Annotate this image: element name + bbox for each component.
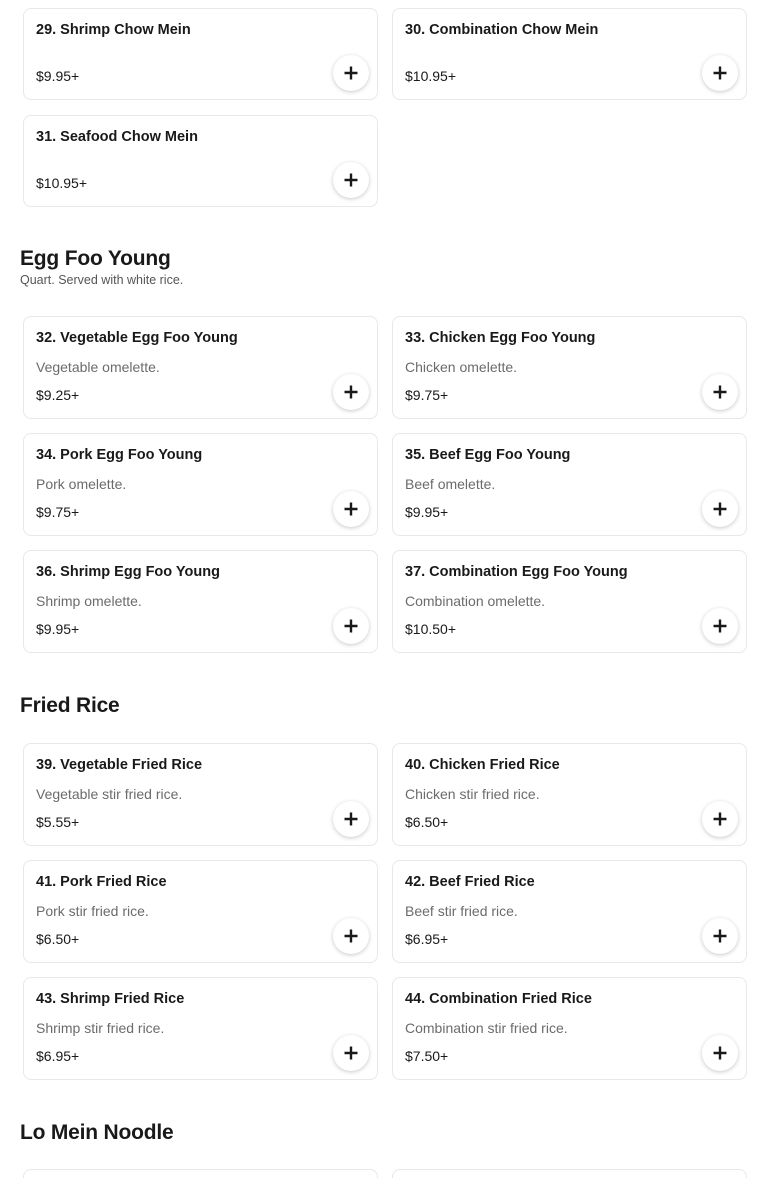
item-description: Vegetable stir fried rice. xyxy=(36,786,183,802)
plus-icon xyxy=(344,173,358,187)
item-description: Pork omelette. xyxy=(36,476,127,492)
add-item-button[interactable] xyxy=(333,801,369,837)
section-subtitle: Quart. Served with white rice. xyxy=(20,273,184,287)
item-description: Shrimp omelette. xyxy=(36,593,142,609)
item-name: 42. Beef Fried Rice xyxy=(405,874,535,890)
plus-icon xyxy=(344,619,358,633)
menu-item-card[interactable] xyxy=(392,860,747,963)
menu-item-card[interactable] xyxy=(392,743,747,846)
item-price: $6.50+ xyxy=(36,931,80,947)
fried-rice-items xyxy=(23,743,747,1080)
item-name: 36. Shrimp Egg Foo Young xyxy=(36,564,220,580)
section-title: Lo Mein Noodle xyxy=(20,1121,174,1144)
item-description: Combination omelette. xyxy=(405,593,546,609)
item-description: Shrimp stir fried rice. xyxy=(36,1020,165,1036)
item-description: Chicken omelette. xyxy=(405,359,518,375)
item-description: Beef stir fried rice. xyxy=(405,903,518,919)
item-name: 33. Chicken Egg Foo Young xyxy=(405,330,596,346)
menu-item-card[interactable] xyxy=(23,550,378,653)
item-name: 32. Vegetable Egg Foo Young xyxy=(36,330,238,346)
menu-item-card[interactable] xyxy=(23,433,378,536)
menu-item-card[interactable] xyxy=(392,316,747,419)
add-item-button[interactable] xyxy=(333,918,369,954)
item-description: Beef omelette. xyxy=(405,476,496,492)
item-price: $9.75+ xyxy=(36,504,80,520)
item-price: $9.95+ xyxy=(405,504,449,520)
chow-mein-items xyxy=(23,8,747,207)
item-name: 40. Chicken Fried Rice xyxy=(405,757,560,773)
item-price: $6.95+ xyxy=(36,1048,80,1064)
plus-icon xyxy=(344,929,358,943)
add-item-button[interactable] xyxy=(333,1035,369,1071)
item-name: 35. Beef Egg Foo Young xyxy=(405,447,571,463)
plus-icon xyxy=(713,502,727,516)
item-price: $9.95+ xyxy=(36,68,80,84)
plus-icon xyxy=(713,385,727,399)
lo-mein-items xyxy=(23,1169,747,1178)
item-description: Vegetable omelette. xyxy=(36,359,160,375)
plus-icon xyxy=(713,66,727,80)
add-item-button[interactable] xyxy=(702,608,738,644)
menu-item-card[interactable] xyxy=(23,860,378,963)
plus-icon xyxy=(344,1046,358,1060)
add-item-button[interactable] xyxy=(702,374,738,410)
item-price: $10.95+ xyxy=(405,68,456,84)
menu-item-card[interactable] xyxy=(392,433,747,536)
item-name: 29. Shrimp Chow Mein xyxy=(36,22,191,38)
plus-icon xyxy=(344,812,358,826)
menu-item-card[interactable] xyxy=(392,1169,747,1178)
item-price: $10.95+ xyxy=(36,175,87,191)
item-price: $10.50+ xyxy=(405,621,456,637)
plus-icon xyxy=(713,1046,727,1060)
add-item-button[interactable] xyxy=(333,608,369,644)
item-description: Chicken stir fried rice. xyxy=(405,786,540,802)
item-price: $6.50+ xyxy=(405,814,449,830)
add-item-button[interactable] xyxy=(702,491,738,527)
add-item-button[interactable] xyxy=(333,374,369,410)
menu-item-card[interactable] xyxy=(23,743,378,846)
menu-item-card[interactable] xyxy=(23,115,378,207)
menu-item-card[interactable] xyxy=(392,977,747,1080)
menu-item-card[interactable] xyxy=(392,550,747,653)
item-name: 31. Seafood Chow Mein xyxy=(36,129,198,145)
egg-foo-young-items xyxy=(23,316,747,653)
item-description: Combination stir fried rice. xyxy=(405,1020,568,1036)
plus-icon xyxy=(344,66,358,80)
add-item-button[interactable] xyxy=(702,918,738,954)
add-item-button[interactable] xyxy=(333,162,369,198)
menu-item-card[interactable] xyxy=(392,8,747,100)
item-name: 43. Shrimp Fried Rice xyxy=(36,991,185,1007)
item-price: $6.95+ xyxy=(405,931,449,947)
add-item-button[interactable] xyxy=(702,801,738,837)
plus-icon xyxy=(344,502,358,516)
item-name: 37. Combination Egg Foo Young xyxy=(405,564,628,580)
item-price: $9.95+ xyxy=(36,621,80,637)
section-title: Egg Foo Young xyxy=(20,247,171,270)
plus-icon xyxy=(713,929,727,943)
menu-item-card[interactable] xyxy=(23,316,378,419)
menu-item-card[interactable] xyxy=(23,8,378,100)
add-item-button[interactable] xyxy=(333,491,369,527)
menu-item-card[interactable] xyxy=(23,1169,378,1178)
plus-icon xyxy=(713,812,727,826)
add-item-button[interactable] xyxy=(333,55,369,91)
menu-item-card[interactable] xyxy=(23,977,378,1080)
item-description: Pork stir fried rice. xyxy=(36,903,149,919)
add-item-button[interactable] xyxy=(702,55,738,91)
item-price: $5.55+ xyxy=(36,814,80,830)
item-name: 41. Pork Fried Rice xyxy=(36,874,167,890)
item-price: $7.50+ xyxy=(405,1048,449,1064)
item-name: 44. Combination Fried Rice xyxy=(405,991,592,1007)
section-title: Fried Rice xyxy=(20,694,120,717)
item-price: $9.25+ xyxy=(36,387,80,403)
item-price: $9.75+ xyxy=(405,387,449,403)
plus-icon xyxy=(344,385,358,399)
item-name: 30. Combination Chow Mein xyxy=(405,22,599,38)
item-name: 39. Vegetable Fried Rice xyxy=(36,757,203,773)
add-item-button[interactable] xyxy=(702,1035,738,1071)
item-name: 34. Pork Egg Foo Young xyxy=(36,447,203,463)
plus-icon xyxy=(713,619,727,633)
